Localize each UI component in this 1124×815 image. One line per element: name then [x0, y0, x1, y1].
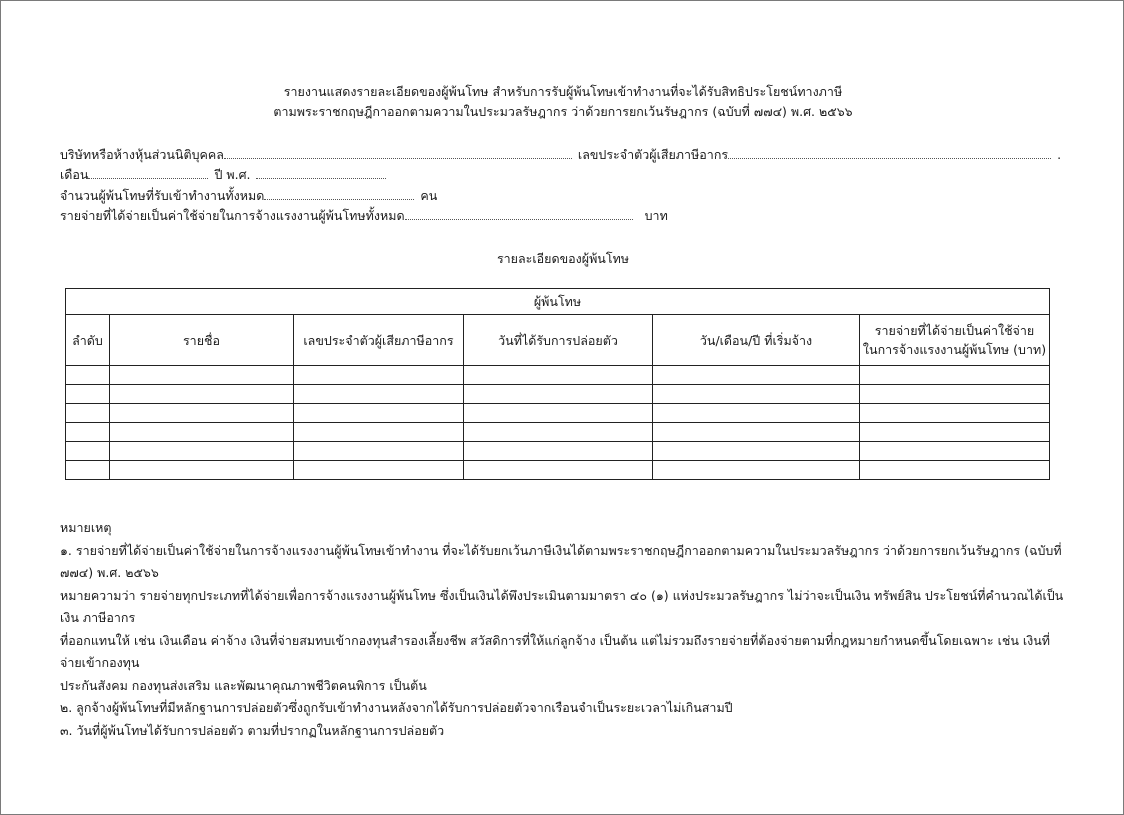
table-cell[interactable] [860, 442, 1050, 461]
table-cell[interactable] [653, 366, 860, 385]
table-cell[interactable] [110, 442, 294, 461]
table-cell[interactable] [464, 366, 653, 385]
expense-row [60, 206, 668, 226]
table-cell[interactable] [110, 366, 294, 385]
details-table [65, 288, 1050, 480]
table-cell[interactable] [294, 404, 464, 423]
note-line: ๓. วันที่ผู้พ้นโทษได้รับการปล่อยตัว ตามที่ปรากฏในหลักฐานการปล่อยตัว [60, 722, 445, 738]
col-header-release-date: วันที่ได้รับการปล่อยตัว [464, 315, 653, 366]
table-cell[interactable] [653, 385, 860, 404]
table-cell[interactable] [110, 404, 294, 423]
notes-section [60, 517, 1070, 742]
table-cell[interactable] [464, 461, 653, 480]
table-cell[interactable] [294, 461, 464, 480]
note-line: ประกันสังคม กองทุนส่งเสริม และพัฒนาคุณภาพชีวิตคนพิการ เป็นต้น [60, 677, 427, 693]
table-cell[interactable] [464, 385, 653, 404]
month-label: เดือน [60, 167, 89, 182]
col-header-expense-line1: รายจ่ายที่ได้จ่ายเป็นค่าใช้จ่าย [874, 323, 1035, 338]
report-title-line-1: รายงานแสดงรายละเอียดของผู้พ้นโทษ สำหรับการรับผู้พ้นโทษเข้าทำงานที่จะได้รับสิทธิประโยชน์ทางภาษี [283, 84, 843, 99]
table-cell[interactable] [464, 423, 653, 442]
table-cell[interactable] [860, 461, 1050, 480]
table-cell[interactable] [860, 423, 1050, 442]
taxid-label: เลขประจำตัวผู้เสียภาษีอากร [577, 147, 729, 162]
table-row [66, 366, 1050, 385]
count-unit: คน [420, 188, 438, 203]
table-cell[interactable] [66, 385, 110, 404]
count-row [60, 186, 437, 206]
table-cell[interactable] [66, 404, 110, 423]
col-header-name: รายชื่อ [110, 315, 294, 366]
company-name-field[interactable] [224, 147, 572, 159]
col-header-expense-line2: ในการจ้างแรงงานผู้พ้นโทษ (บาท) [862, 342, 1047, 357]
table-cell[interactable] [653, 404, 860, 423]
note-line: ๒. ลูกจ้างผู้พ้นโทษที่มีหลักฐานการปล่อยตัวซึ่งถูกรับเข้าทำงานหลังจากได้รับการปล่อยตัวจากเรือนจำเป็นระยะเวลาไม่เกินสามปี [60, 700, 733, 715]
note-line: ๑. รายจ่ายที่ได้จ่ายเป็นค่าใช้จ่ายในการจ้างแรงงานผู้พ้นโทษเข้าทำงาน ที่จะได้รับยกเว้นภาษีเงินได้ตามพระราชกฤษฎีกาออกตามความในประมวลรัษฎากร ว่าด้วยการยกเว้นรัษฎากร (ฉบับที่ ๗๗๔) พ.ศ. ๒๕๖๖ [60, 542, 1062, 580]
year-field[interactable] [256, 167, 386, 179]
table-row [66, 461, 1050, 480]
table-row [66, 423, 1050, 442]
expense-label: รายจ่ายที่ได้จ่ายเป็นค่าใช้จ่ายในการจ้างแรงงานผู้พ้นโทษทั้งหมด [60, 208, 405, 223]
col-header-expense [860, 315, 1050, 366]
period-row [60, 165, 386, 185]
taxid-field[interactable] [728, 147, 1051, 159]
col-header-start-date: วัน/เดือน/ปี ที่เริ่มจ้าง [653, 315, 860, 366]
note-line: หมายความว่า รายจ่ายทุกประเภทที่ได้จ่ายเพื่อการจ้างแรงงานผู้พ้นโทษ ซึ่งเป็นเงินได้พึงประเมินตามมาตรา ๔๐ (๑) แห่งประมวลรัษฎากร ไม่ว่าจะเป็นเงิน ทรัพย์สิน ประโยชน์ที่คำนวณได้เป็นเงิน ภาษีอากร [60, 587, 1064, 625]
expense-unit: บาท [644, 208, 668, 223]
table-cell[interactable] [464, 442, 653, 461]
table-cell[interactable] [860, 385, 1050, 404]
table-cell[interactable] [653, 461, 860, 480]
table-cell[interactable] [66, 423, 110, 442]
table-row [66, 404, 1050, 423]
table-cell[interactable] [110, 385, 294, 404]
report-title-line-2: ตามพระราชกฤษฎีกาออกตามความในประมวลรัษฎากร ว่าด้วยการยกเว้นรัษฎากร (ฉบับที่ ๗๗๔) พ.ศ. ๒๕๖๖ [273, 104, 853, 119]
table-cell[interactable] [66, 366, 110, 385]
table-cell[interactable] [66, 461, 110, 480]
table-cell[interactable] [294, 423, 464, 442]
table-cell[interactable] [294, 366, 464, 385]
col-header-taxid: เลขประจำตัวผู้เสียภาษีอากร [294, 315, 464, 366]
count-label: จำนวนผู้พ้นโทษที่รับเข้าทำงานทั้งหมด [60, 188, 265, 203]
table-cell[interactable] [294, 385, 464, 404]
details-subtitle: รายละเอียดของผู้พ้นโทษ [496, 251, 630, 266]
company-label: บริษัทหรือห้างหุ้นส่วนนิติบุคคล [60, 147, 224, 162]
company-row [60, 145, 1061, 165]
table-cell[interactable] [860, 404, 1050, 423]
table-row [66, 442, 1050, 461]
table-cell[interactable] [860, 366, 1050, 385]
month-field[interactable] [88, 167, 208, 179]
table-cell[interactable] [464, 404, 653, 423]
year-label: ปี พ.ศ. [214, 167, 251, 182]
group-header: ผู้พ้นโทษ [66, 289, 1050, 315]
taxid-end: . [1057, 147, 1062, 162]
table-cell[interactable] [110, 423, 294, 442]
note-line: ที่ออกแทนให้ เช่น เงินเดือน ค่าจ้าง เงินที่จ่ายสมทบเข้ากองทุนสำรองเลี้ยงชีพ สวัสดิการที่ให้แก่ลูกจ้าง เป็นต้น แต่ไม่รวมถึงรายจ่ายที่ต้องจ่ายตามที่กฎหมายกำหนดขึ้นโดยเฉพาะ เช่น เงินที่จ่ายเข้ากองทุน [60, 632, 1051, 670]
table-row [66, 385, 1050, 404]
notes-heading: หมายเหตุ [60, 520, 112, 535]
table-cell[interactable] [653, 423, 860, 442]
table-cell[interactable] [653, 442, 860, 461]
table-cell[interactable] [294, 442, 464, 461]
count-field[interactable] [264, 188, 414, 200]
table-cell[interactable] [110, 461, 294, 480]
expense-field[interactable] [405, 208, 633, 220]
col-header-order: ลำดับ [66, 315, 110, 366]
table-cell[interactable] [66, 442, 110, 461]
